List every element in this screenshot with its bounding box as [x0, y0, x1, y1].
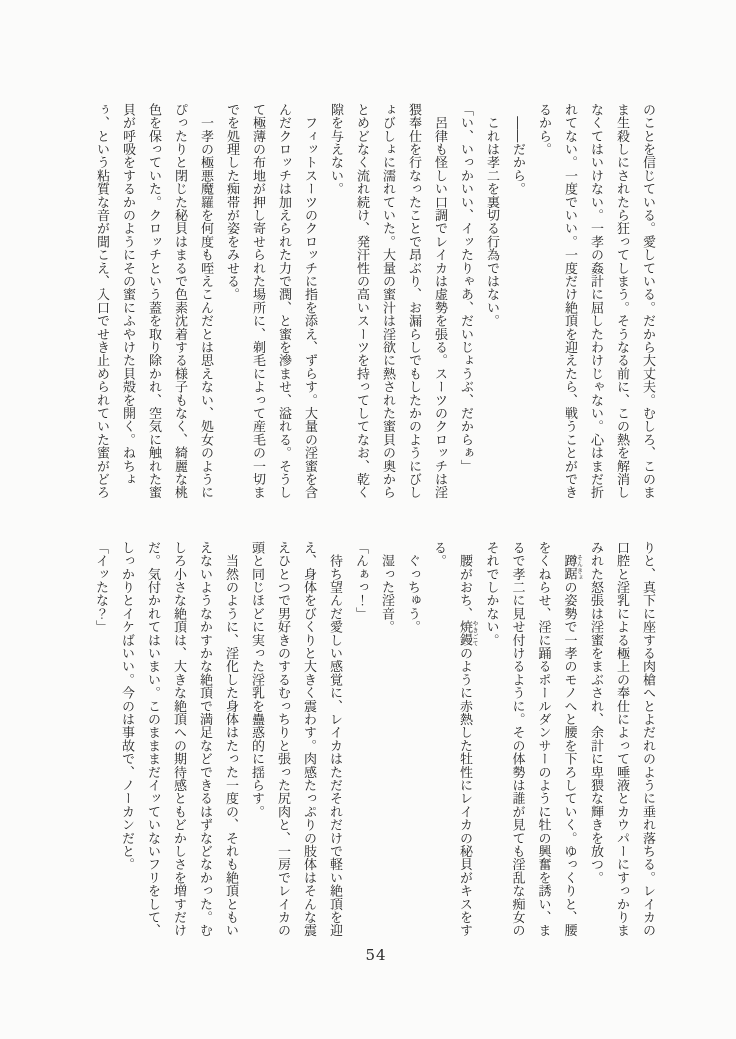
text-column: るで孝二に見せ付けるように。その体勢は誰が見ても淫乱な痴女の: [509, 541, 525, 937]
text-column: 腰がおち、焼鏝 やきごてのように赤熱した牡性にレイカの秘貝がキスをす: [457, 541, 478, 938]
text-column: 貝が呼吸をするかのようにその蜜にふやけた貝殻を開く。ねちょ: [120, 103, 135, 486]
text-column: 呂律も怪しい口調でレイカは虚勢を張る。スーツのクロッチは淫: [432, 103, 447, 499]
text-column: ――だから。: [510, 103, 525, 196]
text-column: るから。: [536, 103, 551, 156]
text-column: 待ち望んだ愛しい感覚に、レイカはただそれだけで軽い絶頂を迎: [327, 541, 342, 937]
text-column: る。: [431, 541, 446, 568]
text-column: 「イッたな？」: [93, 541, 108, 634]
text-column: 「んぁっ！」: [353, 541, 368, 621]
text-column: 隙を与えない。: [328, 103, 343, 196]
text-column: みれた怒張は淫蜜をまぶされ、余計に卑猥な輝きを放つ。: [588, 541, 603, 885]
text-column: ぴったりと閉じた秘貝はまるで色素沈着する様子もなく、綺麗な桃: [172, 103, 187, 499]
text-column: りと、真下に座する肉槍へとよだれのように垂れ落ちる。レイカの: [640, 541, 655, 937]
text-column: 頭と同じほどに実った淫乳を蠱惑的に揺らす。: [249, 541, 264, 819]
text-column: だ。気付かれてはいまい。このまままだイッていないフリをして、: [145, 541, 160, 937]
text-column: んだクロッチは加えられた力で潤、と蜜を滲ませ、溢れる。そうし: [276, 103, 291, 499]
text-column: ょびしょに濡れていた。大量の蜜汁は淫欲に熱された蜜貝の奥から: [380, 103, 395, 499]
text-band-top: [88, 103, 660, 503]
text-column: え、身体をびくりと大きく震わす。肉感たっぷりの肢体はそんな震: [301, 541, 316, 937]
text-column: でを処理した痴帯が姿をみせる。: [224, 103, 239, 301]
text-column: 湿った淫音。: [379, 541, 394, 634]
text-column: をくねらせ、淫に踊るポールダンサーのように牡の興奮を誘い、ま: [535, 541, 551, 937]
text-column: とめどなく流れ続け、発汗性の高いスーツを持ってしてなお、乾く: [354, 103, 369, 499]
text-column: 一孝の極悪魔羅を何度も咥えこんだとは思えない、処女のように: [198, 103, 213, 499]
text-column: 「い、いっかいい、イッたりゃあ、だいじょうぶ、だからぁ」: [458, 103, 473, 473]
text-column: のことを信じている。愛している。だから大丈夫。むしろ、このま: [640, 103, 655, 499]
text-column: 当然のように、淫化した身体はたった一度の、それも絶頂ともい: [223, 541, 238, 937]
text-column: 蹲踞 そんきょの姿勢で一孝のモノへと腰を下ろしていく。ゆっくりと、腰: [561, 554, 583, 938]
text-column: しっかりとイケばいい。今のは事故で、ノーカンだと。: [119, 541, 134, 871]
text-band-bottom: [88, 541, 660, 941]
text-column: 口腔と淫乳による極上の奉仕によって唾液とカウパーにすっかりま: [614, 541, 629, 937]
text-column: て極薄の布地が押し寄せられた場所に、剃毛によって産毛の一切ま: [250, 103, 265, 499]
text-column: ぐっちゅう。: [405, 541, 420, 634]
page-number: 54: [365, 946, 387, 964]
text-column: ぅ、という粘質な音が聞こえ、入口でせき止められていた蜜がどろ: [94, 103, 109, 499]
text-column: えひとつで男好きのするむっちりと張った尻肉と、一房でレイカの: [275, 541, 290, 937]
text-column: 猥奉仕を行なったことで昂ぶり、お漏らしでもしたかのようにびし: [406, 103, 421, 499]
text-column: しろ小さな絶頂は、大きな絶頂への期待感ともどかしさを増すだけ: [171, 541, 186, 937]
text-column: えないようなかすかな絶頂で満足などできるはずなどなかった。む: [197, 541, 212, 937]
text-column: なくてはいけない。一孝の姦計に屈したわけじゃない。心はまだ折: [588, 103, 603, 499]
text-column: これは孝二を裏切る行為ではない。: [484, 103, 499, 328]
text-column: れてない。一度でいい。一度だけ絶頂を迎えたら、戦うことができ: [562, 103, 577, 499]
text-column: それでしかない。: [483, 541, 499, 647]
text-column: ま生殺しにされたら狂ってしまう。そうなる前に、この熱を解消し: [614, 103, 629, 499]
text-column: 色を保っていた。クロッチという蓋を取り除かれ、空気に触れた蜜: [146, 103, 161, 499]
text-column: フィットスーツのクロッチに指を添え、ずらす。大量の淫蜜を含: [302, 103, 317, 499]
